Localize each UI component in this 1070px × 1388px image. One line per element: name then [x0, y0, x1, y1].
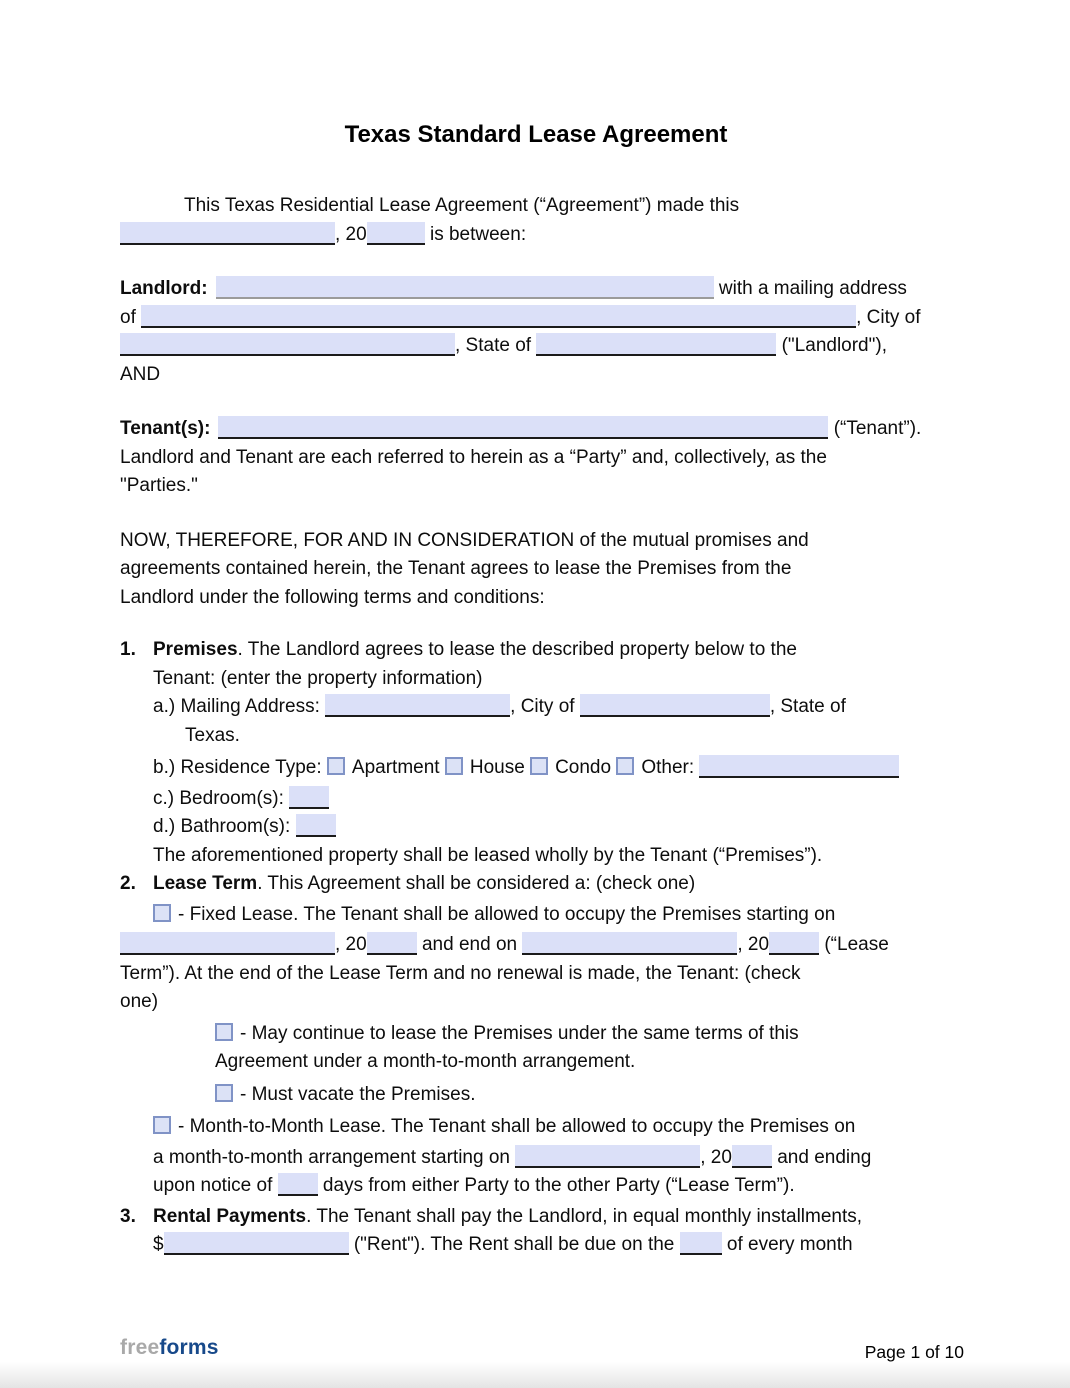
- bedrooms-line: [120, 785, 952, 814]
- text-run: of every month: [721, 1234, 853, 1255]
- fixed-end-date-field[interactable]: [522, 932, 737, 955]
- consideration-line-1: [120, 527, 952, 556]
- other-checkbox[interactable]: [616, 757, 634, 775]
- freeforms-logo: [120, 1336, 219, 1360]
- text-run: Condo: [555, 757, 617, 778]
- text-run: AND: [120, 363, 161, 385]
- tenant-paragraph: [120, 415, 952, 501]
- may-continue-line-1: [120, 1020, 952, 1049]
- text-run: one): [120, 991, 159, 1012]
- item-number: 2.: [120, 873, 136, 894]
- text-run: of: [120, 306, 142, 328]
- residence-other-field[interactable]: [699, 755, 899, 778]
- text-run: Landlord under the following terms and conditions:: [120, 586, 545, 608]
- text-run: . The Tenant shall pay the Landlord, in equal monthly installments,: [306, 1205, 863, 1227]
- text-run: . The Landlord agrees to lease the described property below to the: [237, 639, 797, 660]
- text-run: b.) Residence Type:: [153, 757, 327, 778]
- landlord-label: Landlord:: [120, 278, 208, 299]
- terms-list: [120, 636, 952, 1260]
- item-number: 1.: [120, 639, 136, 660]
- landlord-line-3: [120, 332, 952, 361]
- house-checkbox[interactable]: [445, 757, 463, 775]
- text-run: - Fixed Lease. The Tenant shall be allowed to occupy the Premises starting on: [178, 903, 836, 925]
- premises-address-field[interactable]: [325, 694, 510, 717]
- rent-amount-field[interactable]: [164, 1232, 349, 1255]
- page-number: Page 1 of 10: [864, 1342, 964, 1362]
- premises-heading-line: [120, 636, 952, 665]
- text-run: , 20: [335, 934, 367, 955]
- text-run: Landlord and Tenant are each referred to herein as a “Party” and, collectively, as the: [120, 446, 827, 468]
- text-run: Agreement under a month-to-month arrangement.: [215, 1051, 636, 1072]
- text-run: ("Rent"). The Rent shall be due on the: [348, 1234, 680, 1255]
- logo-free-text: free: [120, 1336, 160, 1359]
- bathrooms-line: [120, 813, 952, 842]
- may-continue-line-2: [120, 1048, 952, 1077]
- intro-line-2: [120, 221, 952, 250]
- text-run: c.) Bedroom(s):: [153, 787, 290, 809]
- apartment-checkbox[interactable]: [327, 757, 345, 775]
- tenant-line-3: [120, 472, 952, 501]
- text-run: NOW, THEREFORE, FOR AND IN CONSIDERATION of the mutual promises and: [120, 529, 809, 551]
- consideration-line-3: [120, 584, 952, 613]
- landlord-line-4: [120, 361, 952, 390]
- must-vacate-checkbox[interactable]: [215, 1084, 233, 1102]
- tenant-label: Tenant(s):: [120, 418, 211, 439]
- rent-due-day-field[interactable]: [680, 1232, 722, 1255]
- tenant-line-1: [120, 415, 952, 444]
- may-continue-checkbox[interactable]: [215, 1023, 233, 1041]
- landlord-line-1: [120, 275, 952, 304]
- lease-term-heading: Lease Term: [153, 873, 258, 894]
- text-run: d.) Bathroom(s):: [153, 816, 296, 837]
- fixed-start-date-field[interactable]: [120, 932, 335, 955]
- text-run: agreements contained herein, the Tenant agrees to lease the Premises from the: [120, 558, 792, 579]
- text-run: a month-to-month arrangement starting on: [153, 1146, 516, 1168]
- month-to-month-line-2: [120, 1144, 952, 1173]
- text-run: a.) Mailing Address:: [153, 696, 326, 717]
- landlord-name-field[interactable]: [216, 276, 714, 299]
- premises-address-line: [120, 693, 952, 722]
- month-to-month-checkbox[interactable]: [153, 1116, 171, 1134]
- text-run: Term”). At the end of the Lease Term and no renewal is made, the Tenant: (check: [120, 962, 801, 984]
- text-run: - Month-to-Month Lease. The Tenant shall be allowed to occupy the Premises on: [178, 1116, 856, 1137]
- document-content: [120, 120, 952, 1260]
- month-to-month-line-1: [120, 1113, 952, 1142]
- text-run: Apartment: [351, 757, 445, 778]
- premises-line-2: [120, 665, 952, 694]
- text-run: Tenant: (enter the property information): [153, 667, 483, 689]
- consideration-line-2: [120, 555, 952, 584]
- condo-checkbox[interactable]: [530, 757, 548, 775]
- lease-term-heading-line: [120, 870, 952, 899]
- text-run: Other:: [641, 757, 700, 778]
- text-run: with a mailing address: [713, 278, 907, 299]
- text-run: upon notice of: [153, 1175, 278, 1196]
- landlord-paragraph: [120, 275, 952, 389]
- rental-heading: Rental Payments: [153, 1205, 307, 1227]
- text-run: and end on: [416, 934, 523, 955]
- text-run: The aforementioned property shall be leased wholly by the Tenant (“Premises”).: [153, 844, 823, 866]
- fixed-lease-line-4: [120, 988, 952, 1017]
- text-run: Texas.: [185, 724, 240, 746]
- tenant-names-field[interactable]: [218, 416, 828, 439]
- fixed-lease-dates-line: [120, 931, 952, 960]
- item-number: 3.: [120, 1205, 136, 1227]
- fixed-lease-line-3: [120, 960, 952, 989]
- text-run: , City of: [510, 696, 580, 717]
- text-run: , 20: [700, 1146, 732, 1168]
- text-run: , State of: [455, 335, 537, 356]
- text-run: This Texas Residential Lease Agreement (“Agreement”) made this: [184, 195, 740, 216]
- text-run: . This Agreement shall be considered a: (check one): [257, 873, 696, 894]
- landlord-line-2: [120, 304, 952, 333]
- text-run: (“Lease: [819, 934, 889, 955]
- bathrooms-field[interactable]: [296, 814, 336, 837]
- fixed-start-year-field[interactable]: [367, 932, 417, 955]
- intro-line-1: [120, 192, 952, 221]
- must-vacate-line: [120, 1081, 952, 1110]
- premises-texas-line: [120, 722, 952, 751]
- text-run: ("Landlord"),: [776, 335, 887, 356]
- text-run: and ending: [771, 1146, 872, 1168]
- text-run: "Parties.": [120, 475, 198, 496]
- tenant-line-2: [120, 444, 952, 473]
- premises-closing-line: [120, 842, 952, 871]
- text-run: - May continue to lease the Premises under the same terms of this: [240, 1022, 799, 1044]
- bedrooms-field[interactable]: [289, 786, 329, 809]
- text-run: days from either Party to the other Party (“Lease Term”).: [317, 1175, 795, 1196]
- fixed-lease-line-1: [120, 901, 952, 930]
- logo-forms-text: forms: [159, 1336, 219, 1359]
- text-run: (“Tenant”).: [828, 418, 922, 439]
- notice-days-field[interactable]: [278, 1173, 318, 1196]
- rental-amount-line: [120, 1231, 952, 1260]
- residence-type-line: [120, 754, 952, 783]
- landlord-state-field[interactable]: [536, 333, 776, 356]
- consideration-paragraph: [120, 527, 952, 613]
- premises-city-field[interactable]: [580, 694, 770, 717]
- text-run: is between:: [424, 223, 527, 245]
- fixed-lease-checkbox[interactable]: [153, 904, 171, 922]
- month-to-month-line-3: [120, 1172, 952, 1201]
- text-run: $: [153, 1234, 164, 1255]
- made-this-date-field[interactable]: [120, 222, 335, 245]
- fixed-end-year-field[interactable]: [769, 932, 819, 955]
- text-run: , 20: [335, 223, 367, 245]
- text-run: House: [469, 757, 531, 778]
- landlord-street-field[interactable]: [141, 305, 856, 328]
- made-this-year-field[interactable]: [367, 222, 425, 245]
- text-run: - Must vacate the Premises.: [240, 1083, 476, 1105]
- premises-heading: Premises: [153, 639, 238, 660]
- text-run: , State of: [769, 696, 846, 717]
- landlord-city-field[interactable]: [120, 333, 455, 356]
- text-run: , 20: [737, 934, 770, 955]
- intro-paragraph: [120, 192, 952, 249]
- text-run: , City of: [856, 306, 921, 328]
- page-title: Texas Standard Lease Agreement: [344, 121, 728, 148]
- rental-heading-line: [120, 1203, 952, 1232]
- m2m-start-year-field[interactable]: [732, 1145, 772, 1168]
- m2m-start-date-field[interactable]: [515, 1145, 700, 1168]
